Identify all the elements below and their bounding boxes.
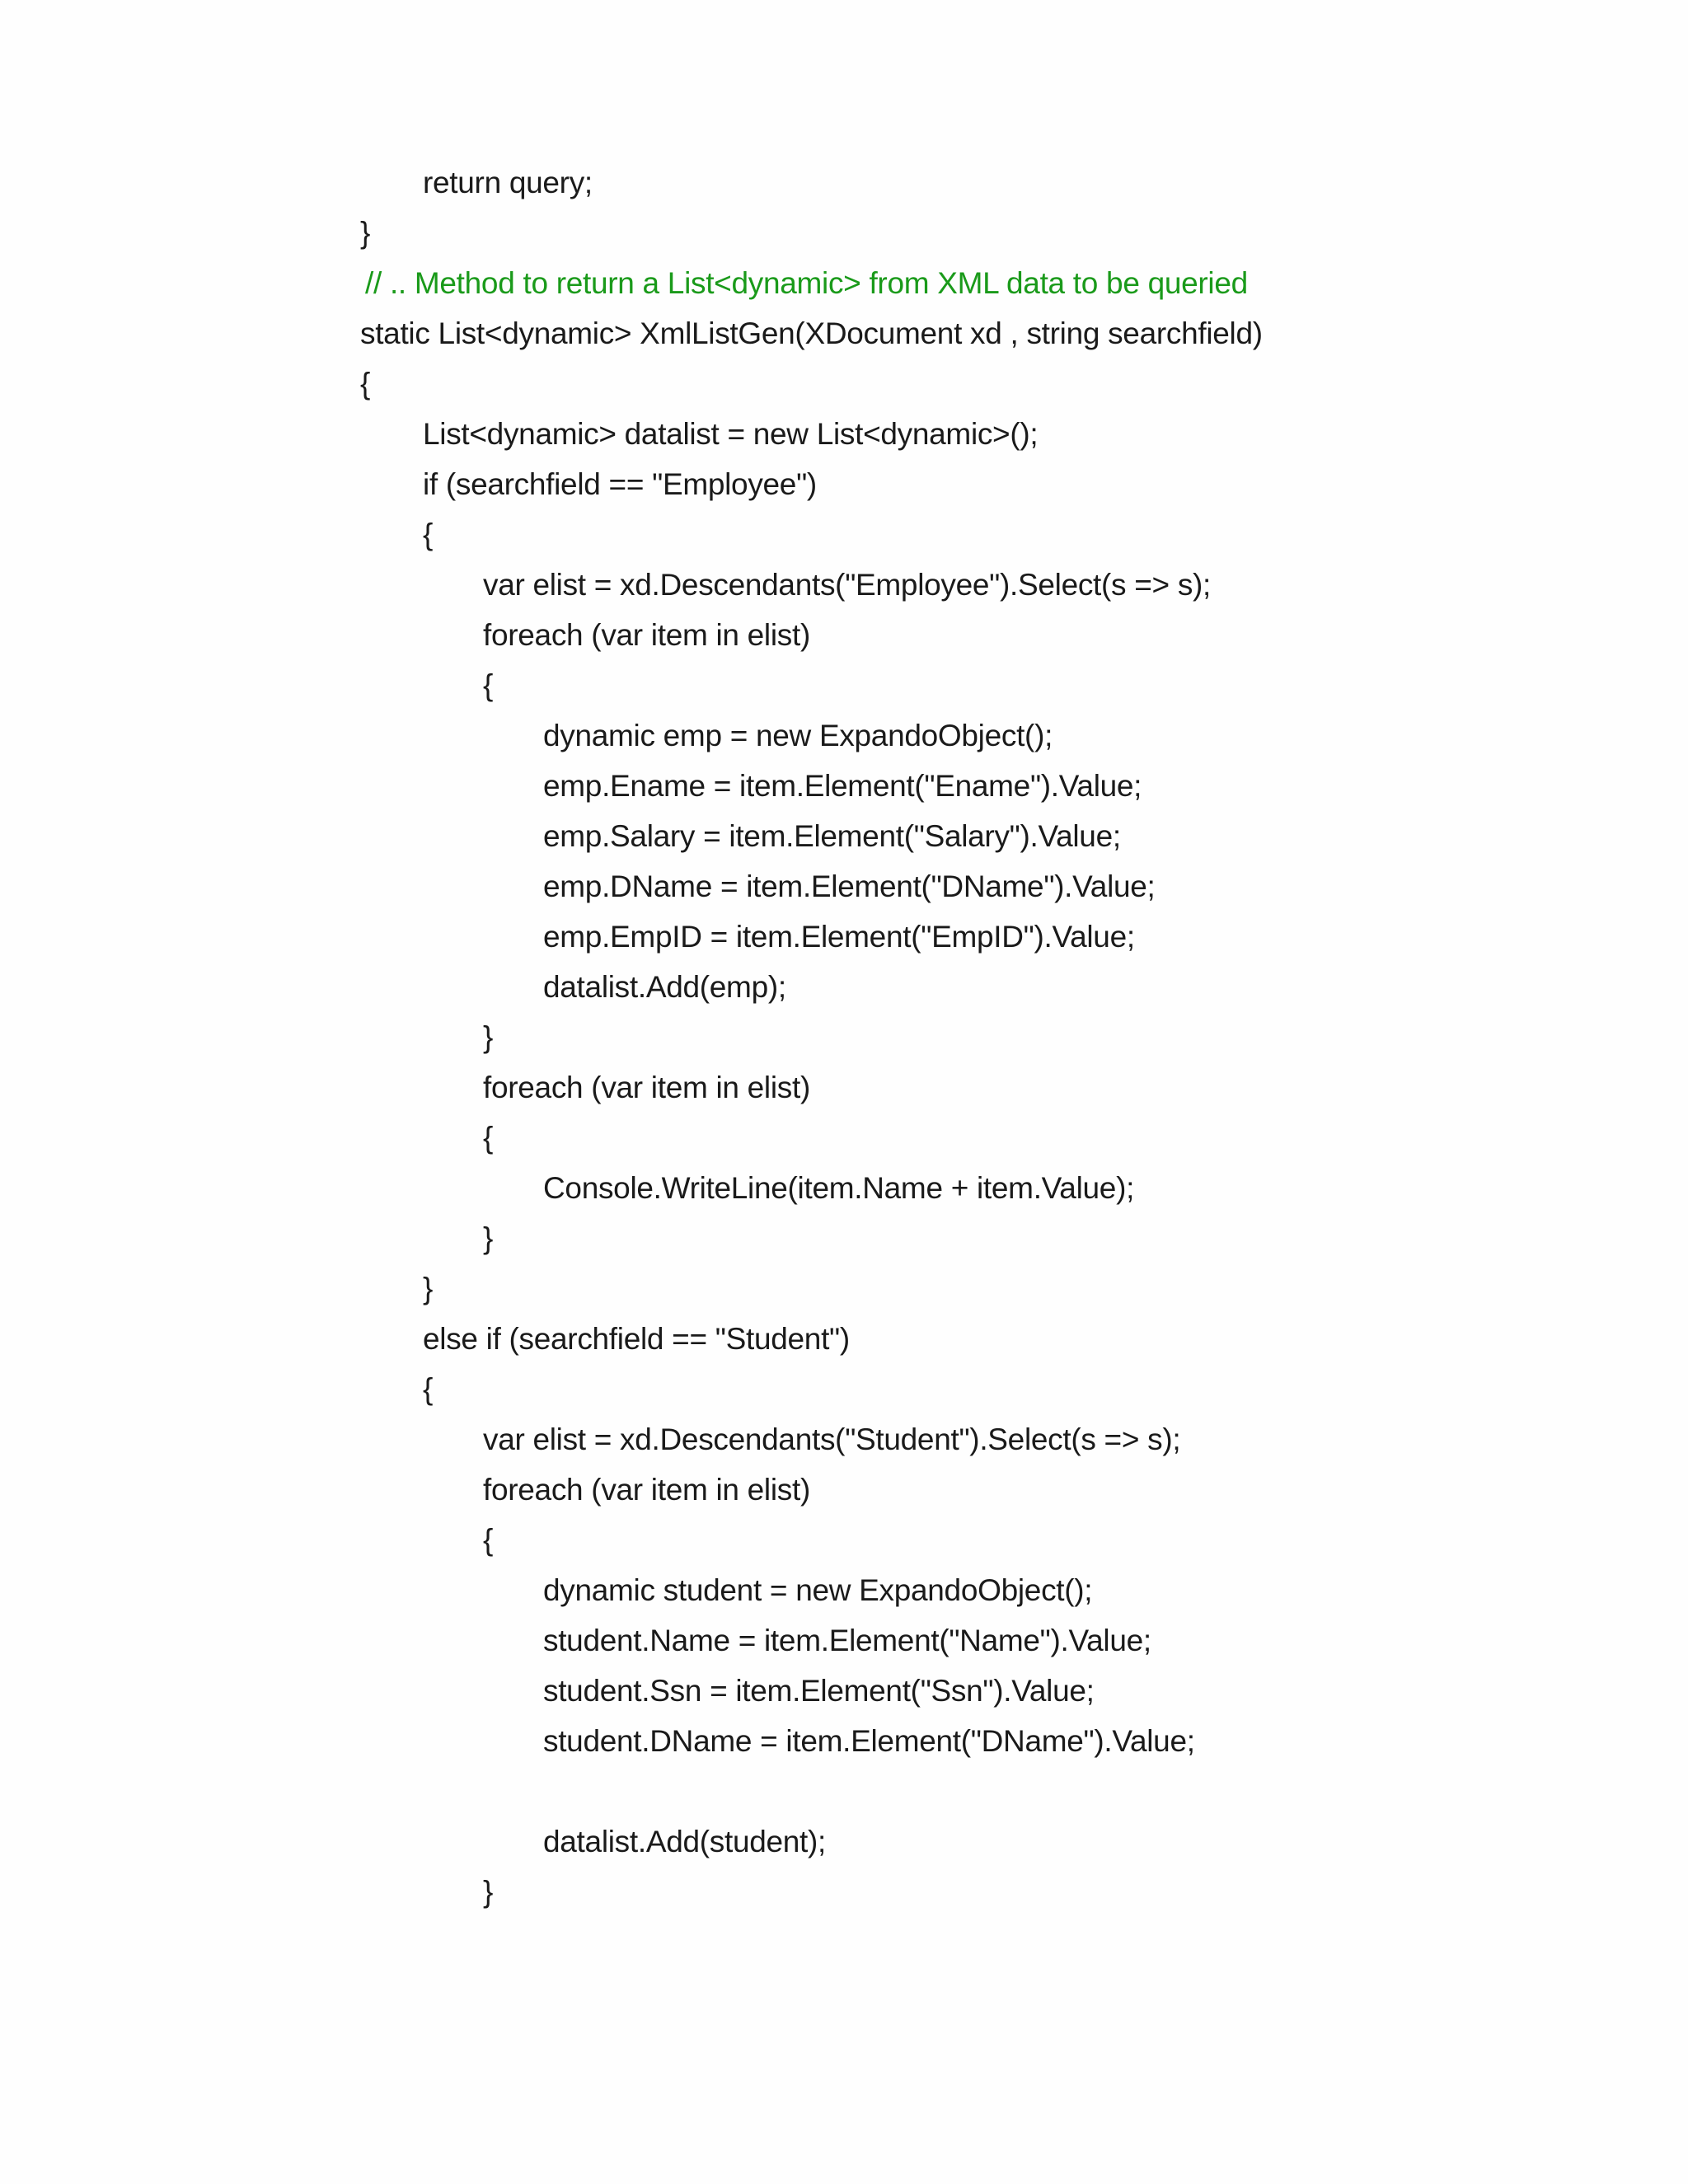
code-line: } xyxy=(483,1020,494,1054)
code-line: foreach (var item in elist) xyxy=(483,1473,810,1507)
code-comment-line: // .. Method to return a List<dynamic> from XML data to be queried xyxy=(365,266,1248,300)
code-line: dynamic emp = new ExpandoObject(); xyxy=(543,719,1053,752)
code-line: student.Name = item.Element("Name").Value; xyxy=(543,1624,1151,1657)
code-line: student.DName = item.Element("DName").Value; xyxy=(543,1724,1195,1758)
code-line: { xyxy=(483,1121,494,1155)
code-line: var elist = xd.Descendants("Student").Select(s => s); xyxy=(483,1422,1181,1456)
code-line: } xyxy=(483,1875,494,1909)
code-line: emp.Ename = item.Element("Ename").Value; xyxy=(543,769,1142,803)
code-line: List<dynamic> datalist = new List<dynamic>(); xyxy=(423,417,1039,451)
code-line: student.Ssn = item.Element("Ssn").Value; xyxy=(543,1674,1095,1708)
code-line: } xyxy=(423,1272,434,1305)
code-line: else if (searchfield == "Student") xyxy=(423,1322,850,1356)
code-line: if (searchfield == "Employee") xyxy=(423,467,817,501)
code-line: datalist.Add(student); xyxy=(543,1825,827,1858)
code-line: { xyxy=(483,1523,494,1557)
code-line: { xyxy=(423,518,434,551)
code-line: { xyxy=(360,367,371,401)
code-line: foreach (var item in elist) xyxy=(483,1071,810,1104)
code-line: return query; xyxy=(423,166,593,199)
code-line: emp.Salary = item.Element("Salary").Value; xyxy=(543,819,1121,853)
code-line: foreach (var item in elist) xyxy=(483,618,810,652)
code-line: dynamic student = new ExpandoObject(); xyxy=(543,1573,1093,1607)
code-line: } xyxy=(483,1221,494,1255)
code-line: var elist = xd.Descendants("Employee").Select(s => s); xyxy=(483,568,1212,602)
method-signature-line: static List<dynamic> XmlListGen(XDocument xd , string searchfield) xyxy=(360,316,1263,350)
code-line: emp.DName = item.Element("DName").Value; xyxy=(543,869,1156,903)
code-line: } xyxy=(360,216,371,250)
code-line: datalist.Add(emp); xyxy=(543,970,786,1004)
code-line: { xyxy=(423,1372,434,1406)
code-line: { xyxy=(483,668,494,702)
code-line: Console.WriteLine(item.Name + item.Value); xyxy=(543,1171,1135,1205)
code-line: emp.EmpID = item.Element("EmpID").Value; xyxy=(543,920,1135,954)
